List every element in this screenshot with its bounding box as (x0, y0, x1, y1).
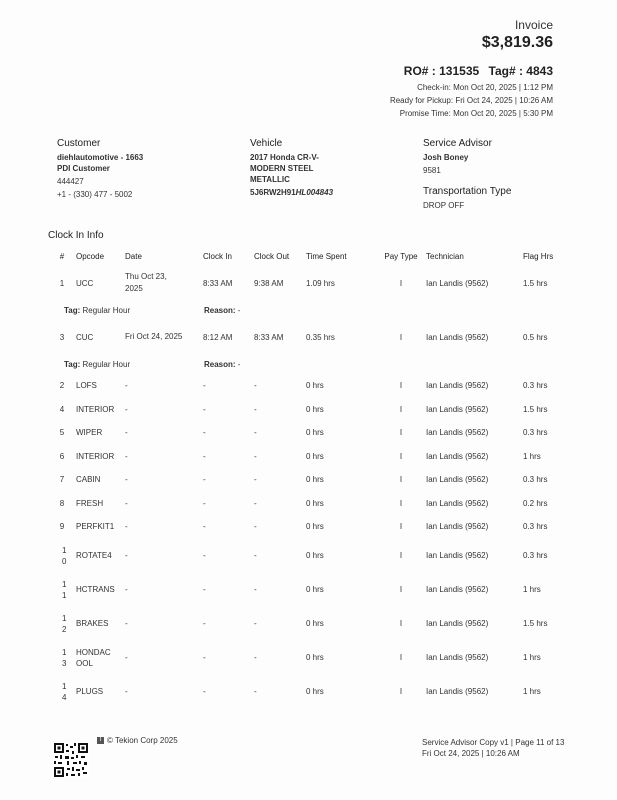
tag-value: Regular Hour (82, 359, 131, 369)
row-technician: Ian Landis (9562) (426, 619, 489, 628)
row-flag-hrs: 1.5 hrs (523, 619, 548, 628)
tag-cell (48, 360, 204, 369)
tag-row (48, 300, 568, 320)
row-pay-type: I (399, 404, 403, 414)
tag-cell (48, 306, 204, 315)
row-date: - (125, 522, 128, 532)
row-clock-in: - (203, 653, 206, 662)
check-in: Check-in: Mon Oct 20, 2025 | 1:12 PM (417, 83, 553, 92)
row-pay-type: I (399, 475, 403, 485)
row-flag-hrs: 1.5 hrs (523, 278, 548, 288)
row-clock-in: - (203, 687, 206, 696)
vehicle-line1: 2017 Honda CR-V- (250, 153, 319, 162)
reason-value: - (237, 359, 241, 369)
row-clock-in: - (203, 475, 206, 485)
row-time-spent: 1.09 hrs (306, 278, 335, 288)
row-date: - (125, 451, 128, 461)
customer-type: PDI Customer (57, 164, 110, 173)
row-pay-type: I (399, 498, 403, 508)
table-row (48, 468, 568, 492)
row-clock-in: - (203, 522, 206, 532)
row-technician: Ian Landis (9562) (426, 498, 489, 508)
row-time-spent: 0 hrs (306, 653, 324, 662)
row-number: 13 (62, 647, 67, 668)
advisor-id: 9581 (423, 166, 441, 175)
row-opcode: UCC (76, 278, 94, 288)
table-row (48, 320, 568, 354)
row-pay-type: I (399, 522, 403, 532)
row-pay-type: I (399, 332, 403, 342)
vin-suffix: HL004843 (295, 188, 334, 197)
row-technician: Ian Landis (9562) (426, 551, 489, 560)
row-flag-hrs: 1 hrs (523, 653, 541, 662)
col-num: # (59, 251, 65, 261)
invoice-label: Invoice (514, 18, 553, 32)
row-clock-out: - (254, 585, 257, 594)
row-clock-in: 8:12 AM (203, 332, 233, 342)
customer-block (57, 138, 227, 200)
row-opcode: INTERIOR (76, 451, 115, 461)
row-flag-hrs: 1 hrs (523, 451, 541, 461)
vehicle-title: Vehicle (250, 138, 283, 149)
footer-info (422, 737, 564, 759)
row-technician: Ian Landis (9562) (426, 428, 489, 438)
row-clock-out: - (254, 522, 257, 532)
reason-label: Reason: (204, 305, 236, 315)
row-clock-in: - (203, 551, 206, 560)
promise-time: Promise Time: Mon Oct 20, 2025 | 5:30 PM (399, 109, 553, 118)
row-opcode: PLUGS (76, 687, 104, 696)
row-time-spent: 0 hrs (306, 551, 324, 560)
row-opcode: CABIN (76, 475, 101, 485)
ready-for-pickup: Ready for Pickup: Fri Oct 24, 2025 | 10:26 AM (389, 96, 553, 105)
row-pay-type: I (399, 551, 403, 560)
table-row (48, 641, 568, 675)
row-date: - (125, 585, 128, 594)
row-flag-hrs: 0.3 hrs (523, 428, 548, 438)
row-date: - (125, 619, 128, 628)
table-row (48, 515, 568, 539)
table-row (48, 266, 568, 300)
table-row (48, 573, 568, 607)
row-date: - (125, 381, 128, 391)
row-clock-out: - (254, 381, 257, 391)
row-clock-in: - (203, 498, 206, 508)
row-number: 5 (59, 428, 65, 438)
row-clock-in: - (203, 451, 206, 461)
col-time-spent: Time Spent (306, 251, 347, 261)
row-technician: Ian Landis (9562) (426, 451, 489, 461)
ro-tag-line (390, 64, 553, 78)
col-flag-hrs: Flag Hrs (523, 251, 554, 261)
row-clock-in: - (203, 619, 206, 628)
row-pay-type: I (399, 653, 403, 662)
row-opcode: HONDACOOL (76, 647, 111, 668)
table-row (48, 492, 568, 516)
row-flag-hrs: 1.5 hrs (523, 404, 548, 414)
tag-value: Regular Hour (82, 305, 131, 315)
table-row (48, 421, 568, 445)
row-clock-out: - (254, 551, 257, 560)
row-technician: Ian Landis (9562) (426, 278, 489, 288)
row-opcode: ROTATE4 (76, 551, 112, 560)
row-date: - (125, 428, 128, 438)
reason-value: - (237, 305, 241, 315)
vehicle-line3: METALLIC (250, 175, 290, 184)
row-date: Thu Oct 23, 2025 (125, 272, 167, 293)
row-clock-out: - (254, 428, 257, 438)
row-number: 7 (59, 475, 65, 485)
row-number: 12 (62, 613, 67, 634)
row-clock-in: - (203, 381, 206, 391)
reason-cell (204, 306, 344, 315)
row-number: 10 (62, 545, 67, 566)
vehicle-line2: MODERN STEEL (250, 164, 314, 173)
table-row (48, 539, 568, 573)
row-clock-in: - (203, 404, 206, 414)
row-number: 11 (62, 579, 67, 600)
row-time-spent: 0 hrs (306, 475, 324, 485)
row-flag-hrs: 1 hrs (523, 687, 541, 696)
printed-date: Fri Oct 24, 2025 | 10:26 AM (422, 749, 520, 758)
row-pay-type: I (399, 619, 403, 628)
invoice-dates (390, 81, 553, 120)
row-clock-out: - (254, 451, 257, 461)
invoice-header (390, 18, 553, 120)
row-time-spent: 0 hrs (306, 522, 324, 532)
row-pay-type: I (399, 585, 403, 594)
row-time-spent: 0 hrs (306, 404, 324, 414)
tag-label: Tag: (64, 305, 81, 315)
row-pay-type: I (399, 278, 403, 288)
row-time-spent: 0 hrs (306, 498, 324, 508)
row-pay-type: I (399, 381, 403, 391)
row-number: 3 (59, 332, 65, 342)
transport-title: Transportation Type (423, 186, 512, 197)
customer-name: diehlautomotive - 1663 (57, 153, 144, 162)
row-clock-out: - (254, 619, 257, 628)
row-time-spent: 0 hrs (306, 451, 324, 461)
reason-label: Reason: (204, 359, 236, 369)
row-date: - (125, 687, 128, 696)
row-time-spent: 0 hrs (306, 428, 324, 438)
row-number: 6 (59, 451, 65, 461)
row-date: Fri Oct 24, 2025 (125, 332, 183, 341)
clock-in-table (48, 246, 568, 709)
row-clock-out: - (254, 498, 257, 508)
row-opcode: CUC (76, 332, 94, 342)
row-flag-hrs: 0.3 hrs (523, 381, 548, 391)
tag-label: Tag: (64, 359, 81, 369)
table-row (48, 607, 568, 641)
clock-in-title: Clock In Info (48, 230, 104, 241)
table-row (48, 675, 568, 709)
reason-cell (204, 360, 344, 369)
col-opcode: Opcode (76, 251, 105, 261)
row-clock-out: - (254, 404, 257, 414)
vehicle-vin (250, 187, 400, 198)
row-number: 14 (62, 681, 67, 702)
table-row (48, 374, 568, 398)
row-time-spent: 0 hrs (306, 381, 324, 391)
row-clock-out: - (254, 475, 257, 485)
copyright: © Tekion Corp 2025 (107, 736, 178, 745)
row-flag-hrs: 0.3 hrs (523, 475, 548, 485)
row-technician: Ian Landis (9562) (426, 585, 489, 594)
row-clock-out: 9:38 AM (254, 278, 284, 288)
copy-page-info: Service Advisor Copy v1 | Page 11 of 13 (422, 738, 565, 747)
transport-type: DROP OFF (423, 201, 465, 210)
row-opcode: BRAKES (76, 619, 109, 628)
row-number: 1 (59, 278, 65, 288)
row-number: 9 (59, 522, 65, 532)
row-clock-out: - (254, 687, 257, 696)
row-number: 4 (59, 404, 65, 414)
row-pay-type: I (399, 687, 403, 696)
row-number: 8 (59, 498, 65, 508)
row-time-spent: 0 hrs (306, 619, 324, 628)
row-clock-in: - (203, 428, 206, 438)
row-technician: Ian Landis (9562) (426, 653, 489, 662)
row-time-spent: 0.35 hrs (306, 332, 335, 342)
vehicle-block (250, 138, 400, 198)
table-row (48, 445, 568, 469)
row-date: - (125, 498, 128, 508)
row-technician: Ian Landis (9562) (426, 381, 489, 391)
advisor-name: Josh Boney (423, 153, 469, 162)
row-clock-in: - (203, 585, 206, 594)
ro-number: RO# : 131535 (403, 64, 480, 78)
row-date: - (125, 551, 128, 560)
col-clock-in: Clock In (203, 251, 232, 261)
row-date: - (125, 475, 128, 485)
qr-code (53, 742, 89, 778)
row-flag-hrs: 0.5 hrs (523, 332, 548, 342)
row-technician: Ian Landis (9562) (426, 522, 489, 532)
col-date: Date (125, 251, 142, 261)
row-pay-type: I (399, 428, 403, 438)
advisor-title: Service Advisor (423, 138, 492, 149)
row-technician: Ian Landis (9562) (426, 404, 489, 414)
tag-number: Tag# : 4843 (488, 64, 553, 78)
row-number: 2 (59, 381, 65, 391)
row-flag-hrs: 1 hrs (523, 585, 541, 594)
row-flag-hrs: 0.2 hrs (523, 498, 548, 508)
row-opcode: INTERIOR (76, 404, 115, 414)
customer-title: Customer (57, 138, 101, 149)
row-clock-out: 8:33 AM (254, 332, 284, 342)
row-opcode: FRESH (76, 498, 104, 508)
row-date: - (125, 653, 128, 662)
row-date: - (125, 404, 128, 414)
tekion-logo-icon: T (98, 737, 103, 743)
row-technician: Ian Landis (9562) (426, 475, 489, 485)
table-body (48, 266, 568, 709)
vin-prefix: 5J6RW2H91 (250, 188, 296, 197)
row-opcode: WIPER (76, 428, 103, 438)
advisor-block (423, 138, 573, 211)
customer-phone: +1 - (330) 477 - 5002 (57, 190, 133, 199)
table-header (48, 246, 568, 266)
row-pay-type: I (399, 451, 403, 461)
row-technician: Ian Landis (9562) (426, 687, 489, 696)
col-pay-type: Pay Type (384, 251, 418, 261)
col-technician: Technician (426, 251, 464, 261)
row-clock-out: - (254, 653, 257, 662)
row-technician: Ian Landis (9562) (426, 332, 489, 342)
row-opcode: HCTRANS (76, 585, 115, 594)
tag-row (48, 354, 568, 374)
col-clock-out: Clock Out (254, 251, 290, 261)
row-clock-in: 8:33 AM (203, 278, 233, 288)
row-time-spent: 0 hrs (306, 585, 324, 594)
row-opcode: PERFKIT1 (76, 522, 115, 532)
row-flag-hrs: 0.3 hrs (523, 551, 548, 560)
row-flag-hrs: 0.3 hrs (523, 522, 548, 532)
table-row (48, 398, 568, 422)
invoice-amount: $3,819.36 (481, 34, 553, 51)
row-opcode: LOFS (76, 381, 97, 391)
customer-id: 444427 (57, 177, 84, 186)
row-time-spent: 0 hrs (306, 687, 324, 696)
